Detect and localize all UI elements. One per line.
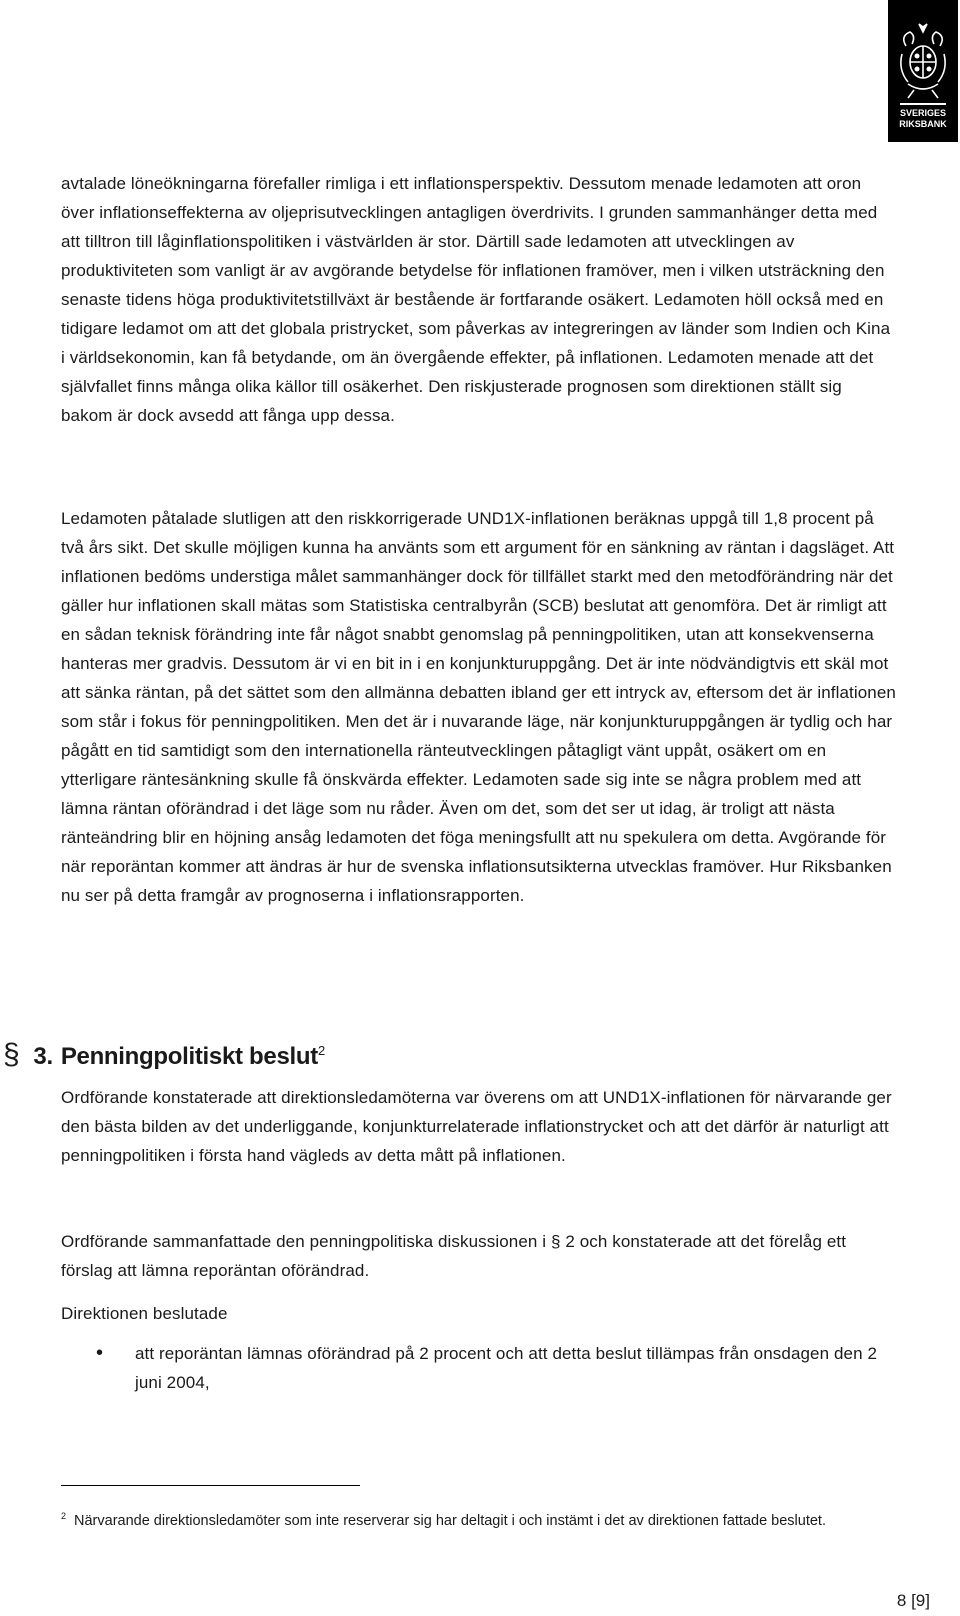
footnote-text: Närvarande direktionsledamöter som inte reserverar sig har deltagit i och instämt i det av direktionen fattade beslutet. <box>74 1512 826 1529</box>
page-number: 8 [9] <box>896 1591 930 1610</box>
paragraph-4: Ordförande sammanfattade den penningpolitiska diskussionen i § 2 och konstaterade att det förelåg ett förslag att lämna reporäntan oförändrad. <box>61 1232 847 1280</box>
section-symbol: § <box>3 1038 20 1071</box>
section-number: 3. <box>33 1043 53 1070</box>
riksbank-logo <box>888 0 958 142</box>
decision-list <box>61 1339 896 1397</box>
list-item-text: att reporäntan lämnas oförändrad på 2 procent och att detta beslut tillämpas från onsdagen den 2 juni 2004, <box>135 1344 878 1392</box>
paragraph-1: avtalade löneökningarna förefaller rimliga i ett inflationsperspektiv. Dessutom menade ledamoten att oron över inflationseffekterna av oljeprisutvecklingen antagligen överdrivits. I grunden sammanhänger detta med att tilltron till låginflationspolitiken i västvärlden är stor. Därtill sade ledamoten att utvecklingen av produktiviteten som vanligt är av avgörande betydelse för inflationen framöver, men i vilken utsträckning den senaste tidens höga produktivitetstillväxt är bestående är fortfarande osäkert. Ledamoten höll också med en tidigare ledamot om att det globala pristrycket, som påverkas av integreringen av länder som Indien och Kina i världsekonomin, kan få betydande, om än övergående effekter, på inflationen. Ledamoten menade att det självfallet finns många olika källor till osäkerhet. Den riskjusterade prognosen som direktionen ställt sig bakom är dock avsedd att fånga upp dessa. <box>61 174 891 425</box>
footnote <box>61 1502 881 1536</box>
logo-line-1: SVERIGES <box>899 108 947 118</box>
paragraph-2: Ledamoten påtalade slutligen att den riskkorrigerade UND1X-inflationen beräknas uppgå till 1,8 procent på två års sikt. Det skulle möjligen kunna ha använts som ett argument för en sänkning av räntan i dagsläget. Att inflationen bedöms understiga målet sammanhänger dock för tillfället starkt med den metodförändring när det gäller hur inflationen skall mätas som Statistiska centralbyrån (SCB) beslutat att genomföra. Det är rimligt att en sådan teknisk förändring inte får något snabbt genomslag på penningpolitiken, utan att konsekvenserna hanteras mer gradvis. Dessutom är vi en bit in i en konjunkturuppgång. Det är inte nödvändigtvis ett skäl mot att sänka räntan, på det sättet som den allmänna debatten ibland ger ett intryck av, eftersom det är inflationen som står i fokus för penningpolitiken. Men det är i nuvarande läge, när konjunkturuppgången är tydlig och har pågått en tid samtidigt som den internationella ränteutvecklingen påtagligt vänt uppåt, osäkert om en ytterligare räntesänkning skulle få önskvärda effekter. Ledamoten sade sig inte se några problem med att lämna räntan oförändrad i det läge som nu råder. Även om det, som det ser ut idag, är troligt att nästa ränteändring blir en höjning ansåg ledamoten det föga meningsfullt att nu spekulera om detta. Avgörande för när reporäntan kommer att ändras är hur de svenska inflationsutsikterna utvecklas framöver. Hur Riksbanken nu ser på detta framgår av prognoserna i inflationsrapporten. <box>61 509 896 905</box>
footnote-reference[interactable]: 2 <box>317 1043 325 1058</box>
paragraph-5: Direktionen beslutade <box>61 1304 228 1323</box>
footnote-divider <box>61 1485 360 1486</box>
paragraph-3: Ordförande konstaterade att direktionsledamöterna var överens om att UND1X-inflationen för närvarande ger den bästa bilden av det underliggande, konjunkturrelaterade inflationstrycket och att det därför är naturligt att penningpolitiken i första hand vägleds av detta mått på inflationen. <box>61 1088 892 1165</box>
logo-line-2: RIKSBANK <box>899 119 947 129</box>
list-item <box>61 1339 896 1397</box>
bullet-icon: • <box>96 1342 104 1364</box>
riksbank-crest-icon <box>888 0 958 142</box>
section-heading <box>3 1034 325 1074</box>
section-title: Penningpolitiskt beslut <box>60 1043 318 1070</box>
footnote-marker: 2 <box>61 1511 67 1521</box>
